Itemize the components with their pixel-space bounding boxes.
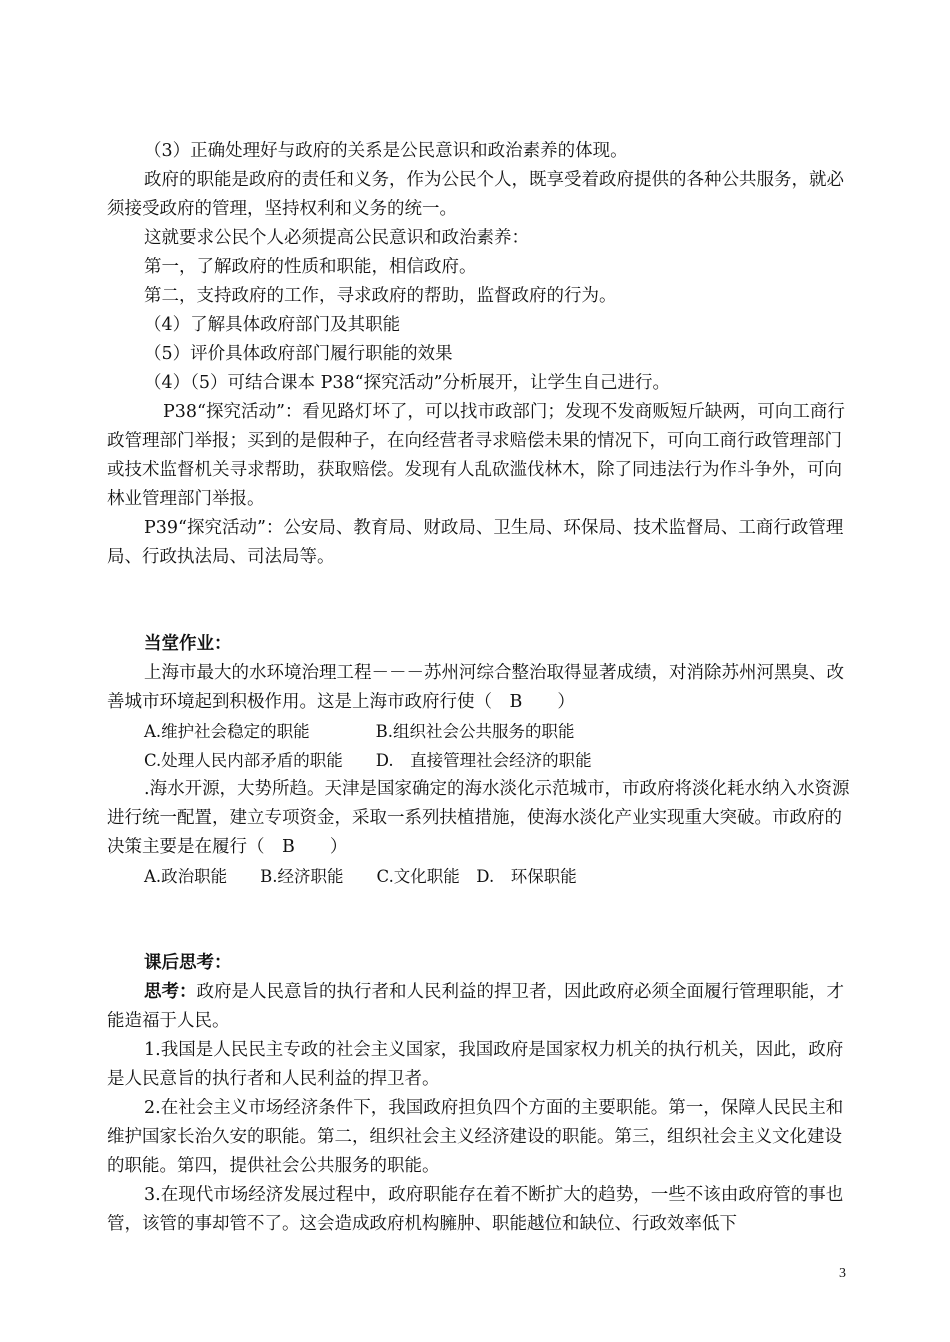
paragraph: 政府的职能是政府的责任和义务，作为公民个人，既享受着政府提供的各种公共服务，就必须接受政府的管理，坚持权利和义务的统一。 [107, 170, 844, 219]
reflection-point-3: 3.在现代市场经济发展过程中，政府职能存在着不断扩大的趋势，一些不该由政府管的事也管，该管的事却管不了。这会造成政府机构臃肿、职能越位和缺位、行政效率低下 [107, 1185, 844, 1234]
reflection-lead [107, 978, 852, 1036]
document-body [107, 137, 852, 1239]
reflection-lead-text: 政府是人民意旨的执行者和人民利益的捍卫者，因此政府必须全面履行管理职能，才能造福于人民。 [107, 982, 844, 1031]
paragraph: P38“探究活动”：看见路灯坏了，可以找市政部门；发现不发商贩短斤缺两，可向工商行政管理部门举报；买到的是假种子，在向经营者寻求赔偿未果的情况下，可向工商行政管理部门或技术监督机关寻求帮助，获取赔偿。发现有人乱砍滥伐林木，除了同违法行为作斗争外，可向林业管理部门举报。 [107, 402, 845, 509]
homework-heading: 当堂作业： [144, 634, 232, 654]
question-1: 上海市最大的水环境治理工程－－－苏州河综合整治取得显著成绩，对消除苏州河黑臭、改善城市环境起到积极作用。这是上海市政府行使（ B ） [107, 663, 844, 712]
paragraph: 第一，了解政府的性质和职能，相信政府。 [144, 257, 477, 277]
page-number: 3 [839, 1266, 846, 1281]
paragraph: （3）正确处理好与政府的关系是公民意识和政治素养的体现。 [144, 141, 628, 161]
reflection-point-2: 2.在社会主义市场经济条件下，我国政府担负四个方面的主要职能。第一，保障人民民主和维护国家长治久安的职能。第二，组织社会主义经济建设的职能。第三，组织社会主义文化建设的职能。第四，提供社会公共服务的职能。 [107, 1098, 844, 1176]
reflection-lead-label: 思考： [144, 982, 197, 1002]
question-1-options-a-b: A.维护社会稳定的职能 B.组织社会公共服务的职能 [144, 722, 575, 741]
spacer [107, 572, 852, 630]
paragraph: （4）（5）可结合课本 P38“探究活动”分析展开，让学生自己进行。 [144, 373, 671, 393]
question-1-options-c-d: C.处理人民内部矛盾的职能 D. 直接管理社会经济的职能 [144, 751, 592, 770]
paragraph: （4）了解具体政府部门及其职能 [144, 315, 401, 335]
paragraph: 这就要求公民个人必须提高公民意识和政治素养： [144, 228, 529, 248]
reflection-heading: 课后思考： [144, 953, 232, 973]
paragraph: 第二，支持政府的工作，寻求政府的帮助，监督政府的行为。 [144, 286, 617, 306]
spacer [107, 891, 852, 949]
question-2: .海水开源，大势所趋。天津是国家确定的海水淡化示范城市，市政府将淡化耗水纳入水资源进行统一配置，建立专项资金，采取一系列扶植措施，使海水淡化产业实现重大突破。市政府的决策主要是在履行（ B ） [107, 779, 850, 857]
question-2-options: A.政治职能 B.经济职能 C.文化职能 D. 环保职能 [144, 867, 577, 886]
paragraph: P39“探究活动”：公安局、教育局、财政局、卫生局、环保局、技术监督局、工商行政管理局、行政执法局、司法局等。 [107, 518, 844, 567]
reflection-point-1: 1.我国是人民民主专政的社会主义国家，我国政府是国家权力机关的执行机关，因此，政府是人民意旨的执行者和人民利益的捍卫者。 [107, 1040, 844, 1089]
paragraph: （5）评价具体政府部门履行职能的效果 [144, 344, 453, 364]
